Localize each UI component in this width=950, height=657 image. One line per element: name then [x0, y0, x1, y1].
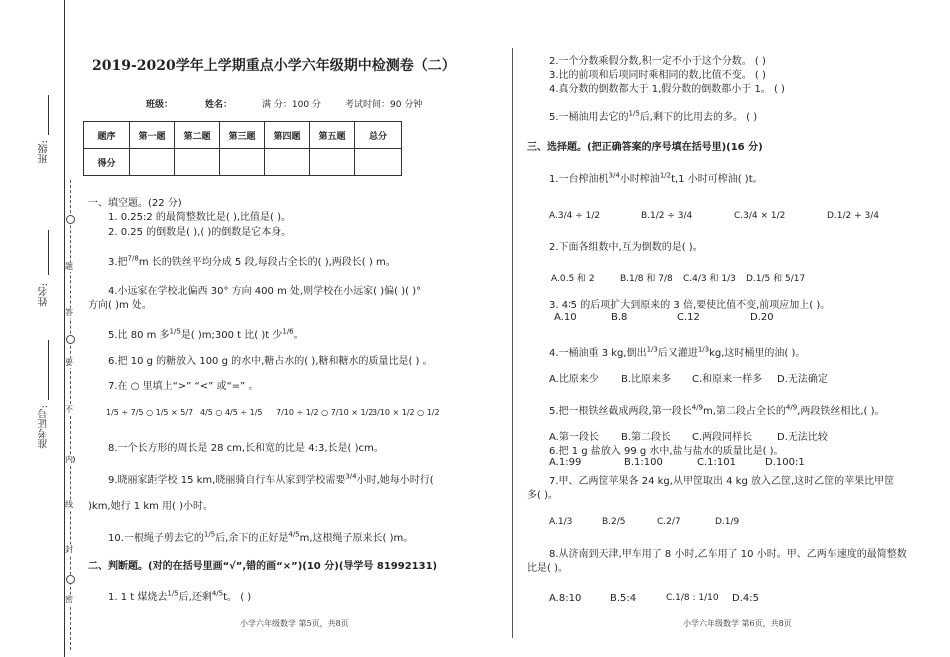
column-divider	[512, 48, 513, 638]
choice-7-option-b[interactable]: B.2/5	[602, 517, 626, 527]
judge-4: 4.真分数的倒数都大于 1,假分数的倒数都小于 1。 ( )	[549, 84, 785, 95]
id-label: 准考证号:	[39, 405, 50, 449]
choice-7-option-a[interactable]: A.1/3	[549, 517, 573, 527]
score-cell[interactable]	[265, 149, 310, 176]
question-1-9b: )km,她行 1 km 用( )小时。	[88, 501, 214, 512]
choice-3-option-a[interactable]: A.10	[554, 312, 577, 323]
choice-7-option-d[interactable]: D.1/9	[715, 517, 740, 527]
choice-6-option-b[interactable]: B.1:100	[624, 457, 663, 468]
j5-fraction: 1/5	[628, 109, 640, 118]
q10-fraction-2: 4/5	[288, 530, 300, 539]
question-1-7: 7.在 ○ 里填上“>” “<” 或“=” 。	[108, 381, 259, 392]
choice-7-option-c[interactable]: C.2/7	[657, 517, 681, 527]
c1-text-b: 小时榨油	[619, 174, 660, 185]
j5-text-b: 后,剩下的比用去的多。 ( )	[639, 112, 758, 123]
name-underline	[48, 230, 49, 275]
question-1-3	[108, 253, 396, 268]
seal-circle	[66, 575, 75, 584]
choice-2: 2.下面各组数中,互为倒数的是( )。	[549, 242, 703, 253]
score-cell[interactable]	[130, 149, 175, 176]
seal-char: 不	[65, 405, 73, 414]
c4-fraction-2: 1/3	[697, 345, 710, 354]
c5-text-a: 5.把一根铁丝截成两段,第一段长	[549, 406, 692, 417]
choice-2-option-a[interactable]: A.0.5 和 2	[551, 274, 595, 284]
choice-7: 7.甲、乙两筐苹果各 24 kg,从甲筐取出 4 kg 放入乙筐,这时乙筐的苹果比甲筐	[549, 476, 895, 487]
score-cell[interactable]	[355, 149, 402, 176]
choice-6-option-c[interactable]: C.1:101	[697, 457, 736, 468]
choice-5-option-c[interactable]: C.两段同样长	[692, 432, 753, 443]
score-table-row	[84, 149, 402, 176]
q3-text-b: m 长的铁丝平均分成 5 段,每段占全长的( ),两段长( ) m。	[138, 257, 396, 268]
choice-8-option-b[interactable]: B.5:4	[610, 593, 637, 604]
score-table-header-row	[84, 122, 402, 149]
seal-char: 线	[65, 500, 73, 509]
c4-fraction-1: 1/3	[646, 345, 658, 354]
q9-text-b: 小时,她每小时行(	[356, 475, 434, 486]
choice-3: 3. 4∶5 的后项扩大到原来的 3 倍,要使比值不变,前项应加上( )。	[549, 300, 831, 311]
q9-fraction: 3/4	[345, 472, 357, 481]
j1-fraction-1: 1/5	[167, 589, 179, 598]
choice-2-option-c[interactable]: C.4/3 和 1/3	[683, 274, 736, 284]
q10-text-a: 10.一根绳子剪去它的	[108, 533, 204, 544]
score-header: 第二题	[175, 122, 220, 149]
q10-text-b: 后,余下的正好是	[215, 533, 289, 544]
c5-text-b: m,第二段占全长的	[703, 406, 786, 417]
choice-7-continued: 多( )。	[527, 490, 558, 501]
choice-1-option-d[interactable]: D.1/2 + 3/4	[827, 211, 880, 221]
info-class: 班级：	[146, 100, 174, 110]
compare-item-3: 7/10 ÷ 1/2 ○ 7/10 × 1/2	[276, 408, 374, 417]
score-header: 第五题	[310, 122, 355, 149]
c1-text-a: 1.一台榨油机	[549, 174, 609, 185]
c4-text-b: 后又灌进	[657, 348, 698, 359]
info-name: 姓名：	[205, 100, 233, 110]
j1-text-b: 后,还剩	[178, 592, 212, 603]
question-1-1: 1. 0.25:2 的最简整数比是( ),比值是( )。	[108, 212, 292, 223]
question-1-4a: 4.小远家在学校北偏西 30° 方向 400 m 处,则学校在小远家( )偏( )( )°	[108, 286, 422, 297]
choice-4-option-d[interactable]: D.无法确定	[777, 374, 828, 385]
choice-8-continued: 比是( )。	[527, 563, 568, 574]
choice-6-option-a[interactable]: A.1:99	[549, 457, 582, 468]
j1-fraction-2: 4/5	[211, 589, 224, 598]
c5-text-c: ,两段铁丝相比,( )。	[797, 406, 885, 417]
seal-char: 要	[65, 358, 73, 367]
info-score: 满 分：100 分	[262, 100, 321, 110]
choice-6: 6.把 1 g 盐放入 99 g 水中,盐与盐水的质量比是( )。	[549, 446, 784, 457]
seal-char: 答	[65, 308, 73, 317]
q5-text-b: 是( )m;300 t 比( )t 少	[180, 330, 283, 341]
q5-fraction-2: 1/6	[282, 327, 294, 336]
id-underline	[48, 340, 49, 400]
q10-text-c: m,这根绳子原来长( )m。	[299, 533, 414, 544]
question-1-2: 2. 0.25 的倒数是( ),( )的倒数是它本身。	[108, 227, 292, 238]
section-1-heading: 一、填空题。(22 分)	[88, 198, 182, 209]
choice-2-option-b[interactable]: B.1/8 和 7/8	[620, 274, 673, 284]
score-row-label: 得分	[84, 149, 130, 176]
choice-4-option-a[interactable]: A.比原来少	[549, 374, 599, 385]
section-3-heading: 三、选择题。(把正确答案的序号填在括号里)(16 分)	[527, 142, 763, 153]
score-table	[83, 121, 402, 176]
j5-text-a: 5.一桶油用去它的	[549, 112, 629, 123]
score-header: 总分	[355, 122, 402, 149]
choice-5-option-b[interactable]: B.第二段长	[621, 432, 672, 443]
info-time: 考试时间：90 分钟	[345, 100, 423, 110]
c1-fraction-1: 3/4	[608, 171, 620, 180]
q5-text-a: 5.比 80 m 多	[108, 330, 170, 341]
choice-6-option-d[interactable]: D.100:1	[765, 457, 805, 468]
question-1-5	[108, 326, 304, 341]
choice-3-option-c[interactable]: C.12	[677, 312, 700, 323]
choice-2-option-d[interactable]: D.1/5 和 5/17	[746, 274, 806, 284]
c4-text-c: kg,这时桶里的油( )。	[709, 348, 806, 359]
seal-char: 内	[65, 455, 73, 464]
choice-5-option-a[interactable]: A.第一段长	[549, 432, 599, 443]
page-title: 2019-2020学年上学期重点小学六年级期中检测卷（二）	[92, 58, 456, 74]
choice-4-option-c[interactable]: C.和原来一样多	[692, 374, 763, 385]
seal-char: 题	[65, 262, 73, 271]
score-cell[interactable]	[310, 149, 355, 176]
choice-5-option-d[interactable]: D.无法比较	[777, 432, 828, 443]
choice-8-option-c[interactable]: C.1/8 : 1/10	[666, 593, 719, 603]
compare-item-2: 4/5 ○ 4/5 ÷ 1/5	[200, 408, 263, 417]
choice-1	[549, 170, 763, 185]
j1-text-a: 1. 1 t 煤烧去	[108, 592, 168, 603]
choice-1-option-c[interactable]: C.3/4 × 1/2	[734, 211, 786, 221]
margin-border-line	[64, 0, 65, 657]
score-header: 第一题	[130, 122, 175, 149]
question-1-8: 8.一个长方形的周长是 28 cm,长和宽的比是 4:3,长是( )cm。	[108, 443, 384, 454]
q9-text-a: 9.晓丽家距学校 15 km,晓丽骑自行车从家到学校需要	[108, 475, 346, 486]
judge-5	[549, 108, 757, 123]
choice-1-option-a[interactable]: A.3/4 ÷ 1/2	[549, 211, 601, 221]
section-2-heading: 二、判断题。(对的在括号里画“√”,错的画“×”)(10 分)(导学号 81992131)	[88, 561, 438, 572]
q3-fraction: 7/8	[127, 254, 139, 263]
seal-char: 封	[65, 545, 73, 554]
score-cell[interactable]	[220, 149, 265, 176]
question-1-6: 6.把 10 g 的糖放入 100 g 的水中,糖占水的( ),糖和糖水的质量比是( ) 。	[108, 356, 433, 367]
right-footer: 小学六年级数学 第6页，共8页	[683, 619, 792, 628]
judge-1	[108, 588, 251, 603]
question-1-10	[108, 529, 413, 544]
choice-8-option-d[interactable]: D.4:5	[732, 593, 759, 604]
question-1-9	[108, 471, 434, 486]
seal-circle	[66, 215, 75, 224]
choice-4-option-b[interactable]: B.比原来多	[621, 374, 672, 385]
judge-3: 3.比的前项和后项同时乘相同的数,比值不变。 ( )	[549, 70, 766, 81]
compare-item-1: 1/5 ÷ 7/5 ○ 1/5 × 5/7	[106, 408, 194, 417]
c5-fraction-2: 4/9	[785, 403, 798, 412]
score-header: 题序	[84, 122, 130, 149]
score-header: 第三题	[220, 122, 265, 149]
score-cell[interactable]	[175, 149, 220, 176]
c5-fraction-1: 4/9	[691, 403, 703, 412]
question-1-4b: 方向( )m 处。	[88, 300, 152, 311]
q5-text-c: 。	[293, 330, 304, 341]
choice-1-option-b[interactable]: B.1/2 ÷ 3/4	[641, 211, 693, 221]
choice-8-option-a[interactable]: A.8:10	[549, 593, 582, 604]
choice-4	[549, 344, 805, 359]
q3-text-a: 3.把	[108, 257, 128, 268]
name-label: 姓名:	[39, 283, 50, 307]
score-header: 第四题	[265, 122, 310, 149]
choice-5	[549, 402, 885, 417]
compare-item-4: 3/10 × 1/2 ○ 1/2	[372, 408, 440, 417]
left-footer: 小学六年级数学 第5页，共8页	[240, 619, 349, 628]
c4-text-a: 4.一桶油重 3 kg,倒出	[549, 348, 647, 359]
judge-2: 2.一个分数乘假分数,积一定不小于这个分数。 ( )	[549, 56, 766, 67]
seal-circle	[66, 335, 75, 344]
j1-text-c: t。 ( )	[223, 592, 252, 603]
choice-8: 8.从济南到天津,甲车用了 8 小时,乙车用了 10 小时。甲、乙两车速度的最简整数	[549, 549, 907, 560]
q10-fraction-1: 1/5	[203, 530, 216, 539]
c1-fraction-2: 1/2	[659, 171, 672, 180]
class-label: 班级:	[39, 140, 50, 164]
choice-3-option-b[interactable]: B.8	[611, 312, 628, 323]
choice-3-option-d[interactable]: D.20	[750, 312, 774, 323]
seal-char: 密	[65, 595, 73, 604]
c1-text-c: t,1 小时可榨油( )t。	[671, 174, 763, 185]
q5-fraction-1: 1/5	[169, 327, 181, 336]
class-underline	[48, 95, 49, 135]
